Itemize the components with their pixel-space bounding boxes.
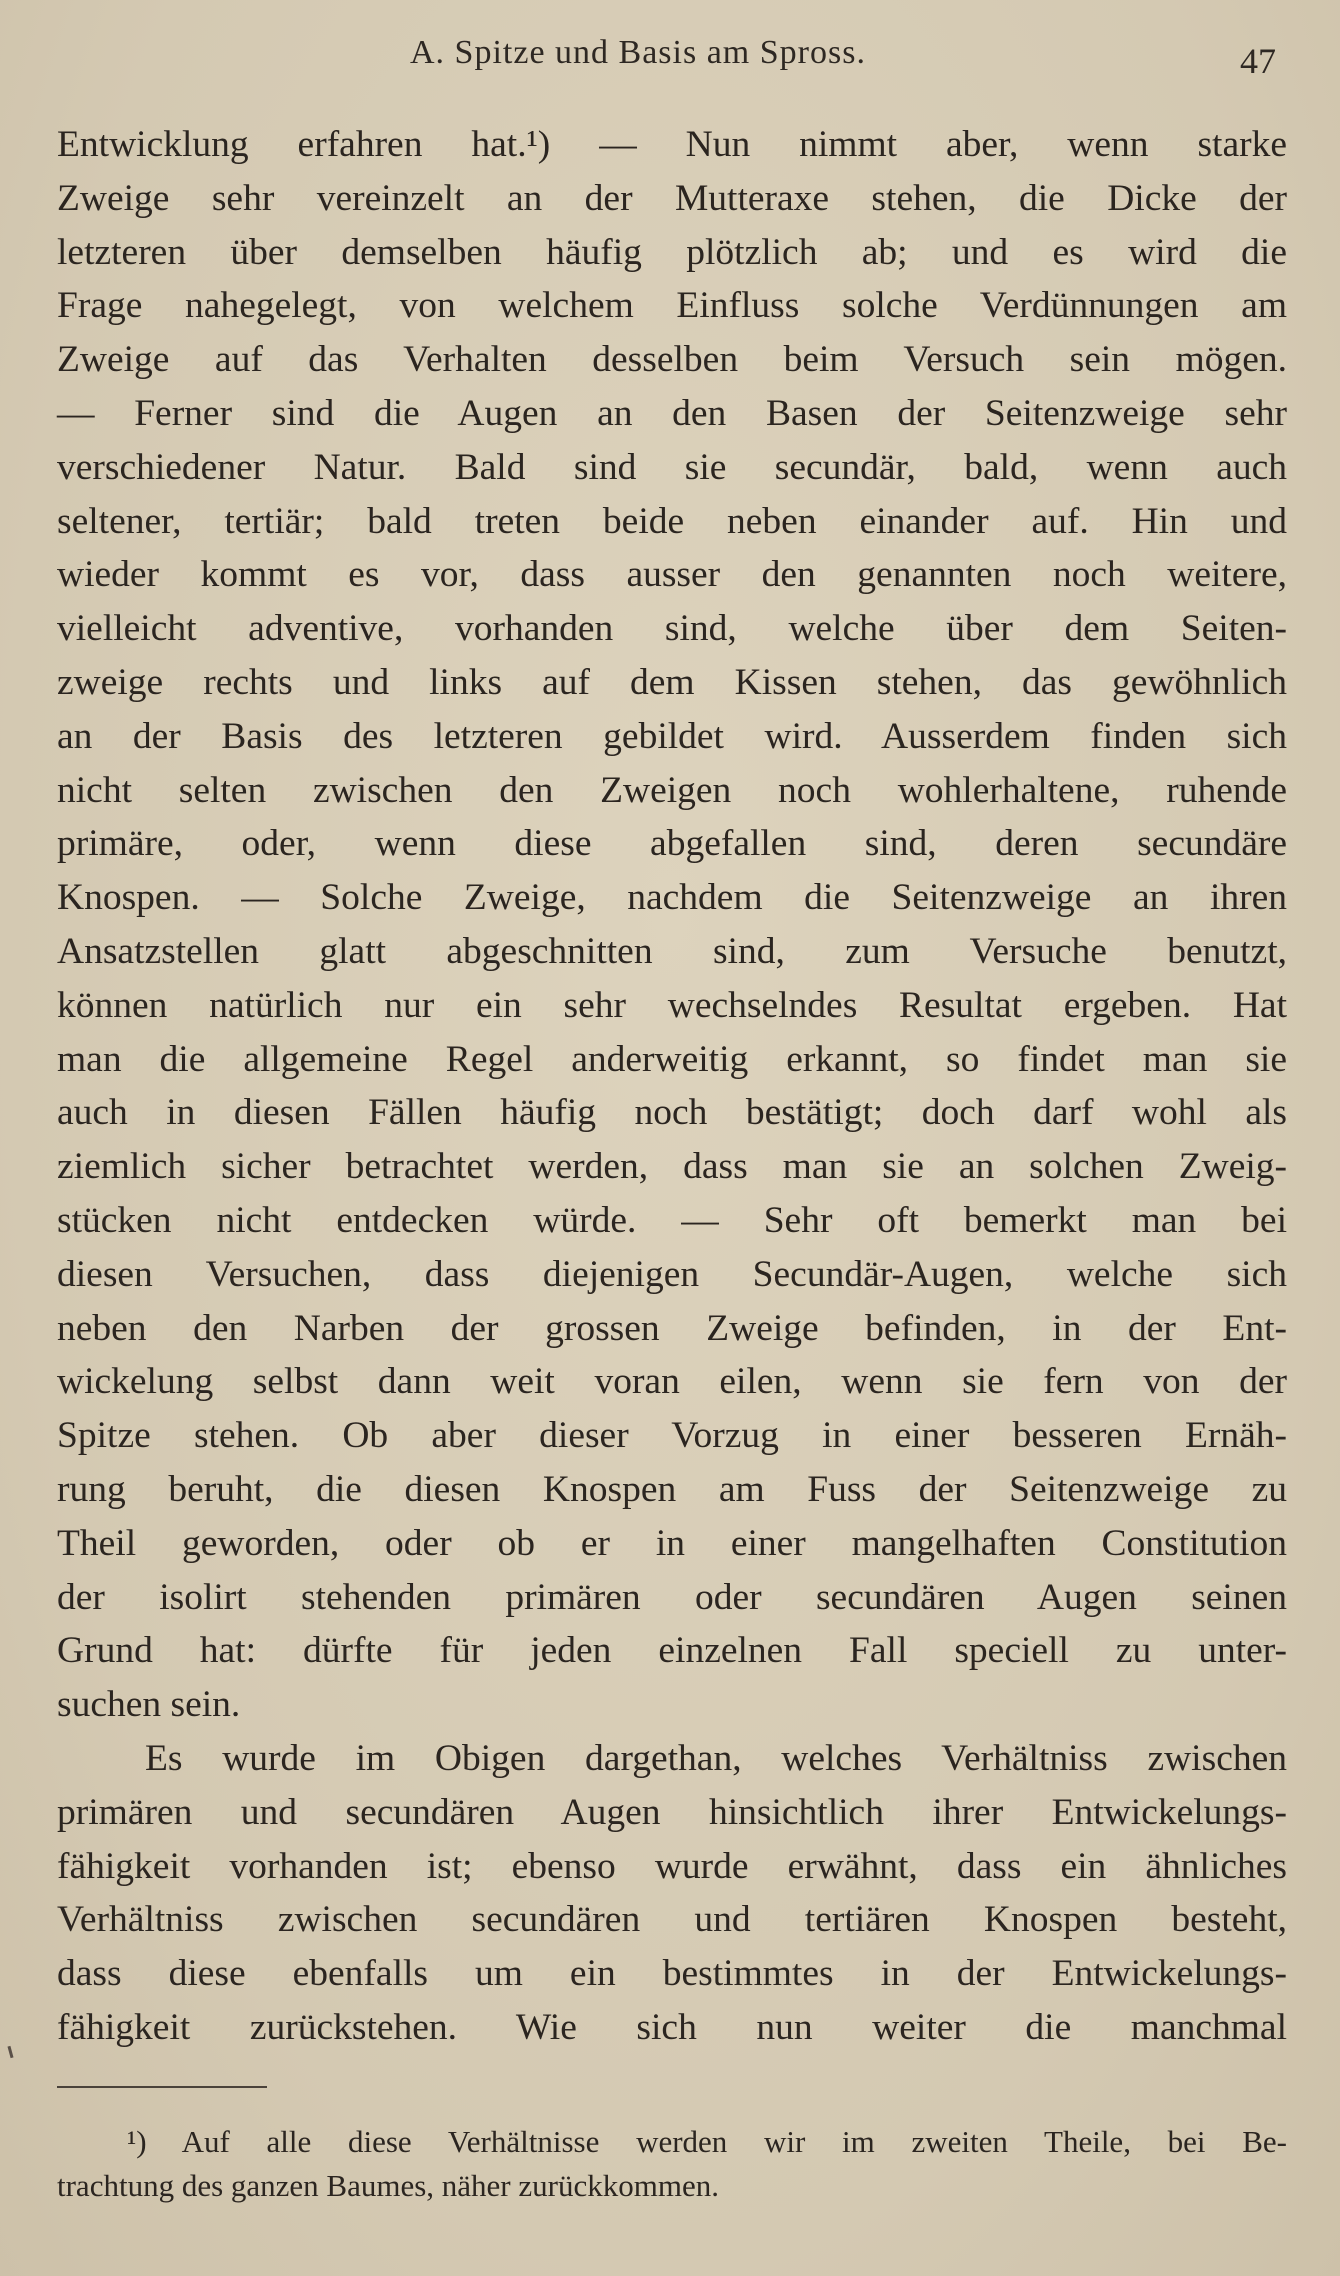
text-line: Knospen. — Solche Zweige, nachdem die Seitenzweige an ihren [57,877,1287,919]
text-line: seltener, tertiär; bald treten beide neben einander auf. Hin und [57,500,1287,542]
text-line: Verhältniss zwischen secundären und tertiären Knospen besteht, [57,1899,1287,1941]
text-line: zweige rechts und links auf dem Kissen stehen, das gewöhnlich [57,661,1287,703]
text-line: fähigkeit vorhanden ist; ebenso wurde erwähnt, dass ein ähnliches [57,1845,1287,1887]
text-line: Grund hat: dürfte für jeden einzelnen Fall speciell zu unter- [57,1630,1287,1672]
page-number: 47 [1240,41,1276,81]
text-line: an der Basis des letzteren gebildet wird. Ausserdem finden sich [57,715,1287,757]
text-line: der isolirt stehenden primären oder secundären Augen seinen [57,1576,1287,1618]
footnote-line: trachtung des ganzen Baumes, näher zurückkommen. [57,2168,719,2203]
text-line: verschiedener Natur. Bald sind sie secundär, bald, wenn auch [57,446,1287,488]
text-line: Spitze stehen. Ob aber dieser Vorzug in einer besseren Ernäh- [57,1415,1287,1457]
text-line: fähigkeit zurückstehen. Wie sich nun weiter die manchmal [57,2006,1287,2048]
text-line: diesen Versuchen, dass diejenigen Secundär-Augen, welche sich [57,1253,1287,1295]
text-line: Frage nahegelegt, von welchem Einfluss solche Verdünnungen am [57,285,1287,327]
footnote [57,2120,1287,2208]
text-line: Ansatzstellen glatt abgeschnitten sind, zum Versuche benutzt, [57,930,1287,972]
text-line: auch in diesen Fällen häufig noch bestätigt; doch darf wohl als [57,1092,1287,1134]
text-line: Zweige auf das Verhalten desselben beim Versuch sein mögen. [57,339,1287,381]
text-line: wickelung selbst dann weit voran eilen, wenn sie fern von der [57,1361,1287,1403]
text-line: können natürlich nur ein sehr wechselndes Resultat ergeben. Hat [57,984,1287,1026]
paper-speck [7,2046,13,2058]
text-line: neben den Narben der grossen Zweige befinden, in der Ent- [57,1307,1287,1349]
text-line: vielleicht adventive, vorhanden sind, welche über dem Seiten- [57,608,1287,650]
running-title: A. Spitze und Basis am Spross. [410,34,866,71]
text-line: letzteren über demselben häufig plötzlich ab; und es wird die [57,231,1287,273]
text-line: dass diese ebenfalls um ein bestimmtes in der Entwickelungs- [57,1953,1287,1995]
text-line: wieder kommt es vor, dass ausser den genannten noch weitere, [57,554,1287,596]
text-line: primären und secundären Augen hinsichtlich ihrer Entwickelungs- [57,1791,1287,1833]
text-line: Entwicklung erfahren hat.¹) — Nun nimmt aber, wenn starke [57,124,1287,165]
text-line: stücken nicht entdecken würde. — Sehr oft bemerkt man bei [57,1199,1287,1241]
text-line: ziemlich sicher betrachtet werden, dass man sie an solchen Zweig- [57,1146,1287,1188]
text-line: man die allgemeine Regel anderweitig erkannt, so findet man sie [57,1038,1287,1080]
text-line: Zweige sehr vereinzelt an der Mutteraxe stehen, die Dicke der [57,177,1287,219]
paragraph-end-line: suchen sein. [57,1684,241,1726]
text-line: rung beruht, die diesen Knospen am Fuss der Seitenzweige zu [57,1468,1287,1510]
text-line: Theil geworden, oder ob er in einer mangelhaften Constitution [57,1522,1287,1564]
footnote-separator [57,2086,267,2088]
text-line: nicht selten zwischen den Zweigen noch wohlerhaltene, ruhende [57,769,1287,811]
page-header [0,34,1340,84]
text-line: primäre, oder, wenn diese abgefallen sind, deren secundäre [57,823,1287,865]
paragraph-start-line: Es wurde im Obigen dargethan, welches Verhältniss zwischen [145,1737,1287,1779]
footnote-line: ¹) Auf alle diese Verhältnisse werden wir im zweiten Theile, bei Be- [127,2124,1287,2159]
body-text [57,118,1287,2055]
text-line: — Ferner sind die Augen an den Basen der Seitenzweige sehr [57,392,1287,434]
